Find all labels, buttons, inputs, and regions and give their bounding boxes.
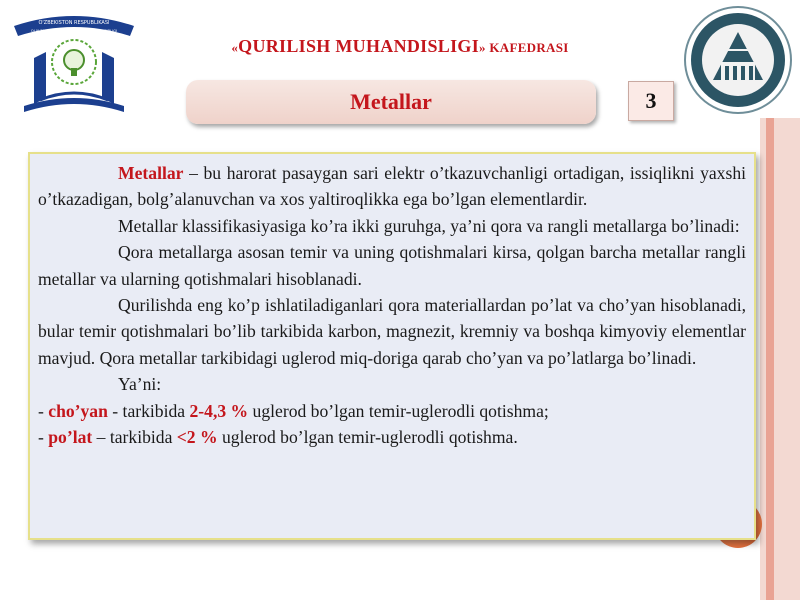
- paragraph-ferrous: Qora metallarga asosan temir va uning qotishmalari kirsa, qolgan barcha metallar rangli metallar va ularning qotishmalari hisoblanadi.: [38, 242, 746, 289]
- list-item-choyan: - cho’yan - tarkibida 2-4,3 % uglerod bo’lgan temir-uglerodli qotishma;: [38, 400, 549, 421]
- department-title: «QURILISH MUHANDISLIGI» KAFEDRASI: [231, 36, 569, 56]
- slide-title: Metallar: [350, 89, 432, 114]
- paragraph-classification: Metallar klassifikasiyasiga ko’ra ikki guruhga, ya’ni qora va rangli metallarga bo’linadi:: [118, 215, 740, 236]
- svg-text:OLIY TA'LIM, FAN VA INNOVATSIY: OLIY TA'LIM, FAN VA INNOVATSIYALAR VAZIRLIGI: [30, 29, 118, 33]
- paragraph-yani: Ya’ni:: [118, 374, 162, 395]
- ministry-logo: [10, 8, 138, 116]
- svg-text:O'ZBEKISTON RESPUBLIKASI: O'ZBEKISTON RESPUBLIKASI: [38, 20, 110, 26]
- list-item-polat: - po’lat – tarkibida <2 % uglerod bo’lgan temir-uglerodli qotishma.: [38, 427, 518, 448]
- paragraph-definition: Metallar – bu harorat pasaygan sari elektr o’tkazuvchanligi ortadigan, issiqlikni yaxshi o’tkazadigan, bolg’alanuvchan va xos yaltiroqlikka ega bo’lgan elementlardir.: [38, 163, 746, 210]
- slide-title-banner: [186, 80, 596, 124]
- slide-number: 3: [628, 81, 674, 121]
- university-logo: [683, 2, 793, 117]
- content-box: [28, 152, 756, 540]
- term-metallar: Metallar: [118, 163, 184, 183]
- right-decor-stripe-inner: [766, 118, 774, 600]
- paragraph-construction: Qurilishda eng ko’p ishlatiladiganlari qora materiallardan po’lat va cho’yan hisoblanadi, bular temir qotishmalari bo’lib tarkibida karbon, magnezit, kremniy va boshqa kimyoviy elementlar mavjud. Qora metallar tarkibidagi uglerod miq-doriga qarab cho’yan va po’latlarga bo’linadi.: [38, 295, 746, 368]
